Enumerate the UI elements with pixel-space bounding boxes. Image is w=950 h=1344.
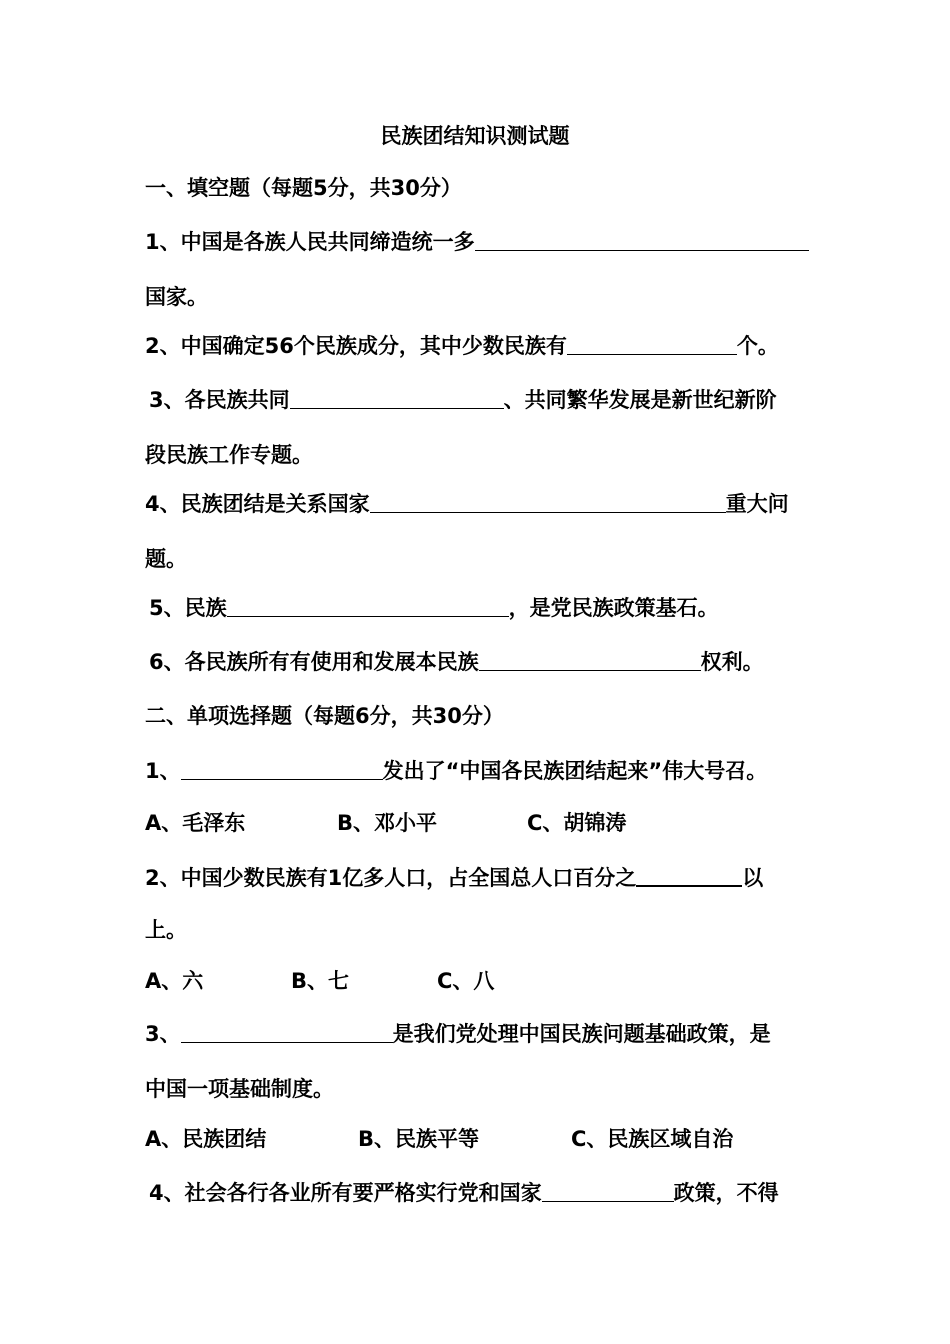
section1-header: 一、填空题（每题5分，共30分） (145, 176, 462, 200)
s2-question-1 (145, 757, 767, 785)
s1-question-3 (149, 386, 777, 414)
section2-header: 二、单项选择题（每题6分，共30分） (145, 704, 504, 728)
s1-q6-text-after: 权利。 (700, 650, 764, 674)
s1-question-4 (145, 490, 789, 518)
s2-q3-option-c[interactable]: C、民族区域自治 (571, 1127, 734, 1151)
s2-q2-option-c[interactable]: C、八 (437, 969, 495, 993)
s2-question-4 (149, 1179, 779, 1207)
s2-q1-option-c[interactable]: C、胡锦涛 (527, 811, 627, 835)
s2-q2-option-b[interactable]: B、七 (291, 969, 350, 993)
s2-q2-text: 2、中国少数民族有1亿多人口，占全国总人口百分之 (145, 866, 637, 890)
s2-q1-option-b[interactable]: B、邓小平 (337, 811, 438, 835)
s2-q2-option-a[interactable]: A、六 (145, 969, 204, 993)
s2-q3-continuation: 中国一项基础制度。 (145, 1077, 334, 1101)
s2-q1-options (145, 809, 805, 837)
s2-question-2 (145, 863, 763, 892)
s1-q2-blank[interactable] (567, 332, 737, 355)
s2-q3-blank[interactable] (181, 1020, 393, 1043)
s2-q2-options (145, 967, 805, 995)
s2-q1-text: 1、 (145, 759, 181, 783)
s2-q2-text-after: 以 (742, 866, 764, 890)
s1-q4-text-after: 重大问 (725, 492, 789, 516)
s1-q1-continuation: 国家。 (145, 285, 208, 309)
s1-q4-text: 4、民族团结是关系国家 (145, 492, 370, 516)
s1-question-6 (149, 648, 764, 676)
s2-q2-continuation: 上。 (145, 918, 187, 942)
s2-q4-text: 4、社会各行各业所有要严格实行党和国家 (149, 1181, 542, 1205)
s1-q6-blank[interactable] (479, 648, 701, 671)
s2-q3-option-b[interactable]: B、民族平等 (358, 1127, 480, 1151)
s1-q5-blank[interactable] (227, 594, 509, 617)
s1-q3-text-after: 、共同繁华发展是新世纪新阶 (503, 388, 777, 412)
s2-q1-blank[interactable] (181, 757, 383, 780)
s1-question-2 (145, 332, 779, 360)
s1-q3-blank[interactable] (290, 386, 504, 409)
s2-q1-text-after: 发出了“中国各民族团结起来”伟大号召。 (382, 759, 768, 783)
s2-q3-options (145, 1125, 805, 1153)
s2-q4-blank[interactable] (542, 1179, 674, 1202)
s2-q3-option-a[interactable]: A、民族团结 (145, 1127, 267, 1151)
s1-q1-text: 1、中国是各族人民共同缔造统一多 (145, 230, 475, 254)
s1-q3-continuation: 段民族工作专题。 (145, 443, 313, 467)
s2-q3-text: 3、 (145, 1022, 181, 1046)
s1-q5-text-after: ，是党民族政策基石。 (508, 596, 719, 620)
s1-q1-blank[interactable] (475, 228, 809, 251)
s2-q1-option-a[interactable]: A、毛泽东 (145, 811, 246, 835)
s1-q3-text: 3、各民族共同 (149, 388, 290, 412)
s1-question-5 (149, 594, 719, 622)
s2-question-3 (145, 1020, 771, 1048)
s1-q4-blank[interactable] (370, 490, 726, 513)
s1-q2-text: 2、中国确定56个民族成分，其中少数民族有 (145, 334, 567, 358)
document-title: 民族团结知识测试题 (380, 124, 570, 148)
s1-q4-continuation: 题。 (145, 547, 187, 571)
s1-q5-text: 5、民族 (149, 596, 227, 620)
s1-question-1 (145, 228, 809, 256)
s1-q6-text: 6、各民族所有有使用和发展本民族 (149, 650, 479, 674)
s1-q2-text-after: 个。 (736, 334, 779, 358)
s2-q2-blank[interactable] (636, 863, 742, 887)
s2-q4-text-after: 政策，不得 (673, 1181, 779, 1205)
s2-q3-text-after: 是我们党处理中国民族问题基础政策，是 (392, 1022, 771, 1046)
